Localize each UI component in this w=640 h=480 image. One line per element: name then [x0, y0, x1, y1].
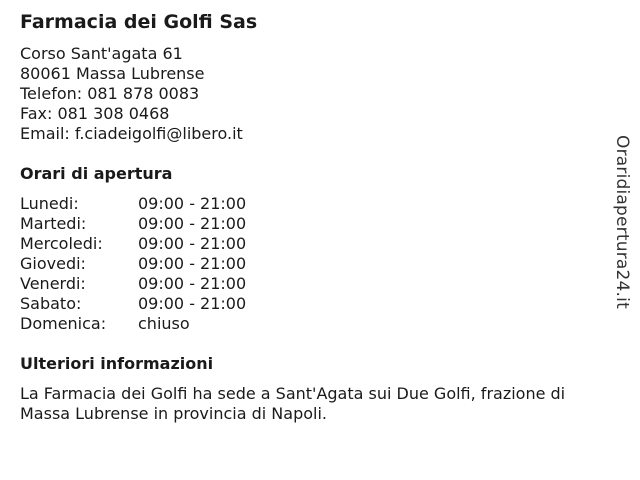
day-time: 09:00 - 21:00 [138, 294, 247, 313]
hours-row-monday [20, 194, 590, 214]
day-time: 09:00 - 21:00 [138, 214, 247, 233]
day-time: 09:00 - 21:00 [138, 194, 247, 213]
more-info-heading: Ulteriori informazioni [20, 354, 214, 373]
email-address[interactable]: Email: f.ciadeigolfi@libero.it [20, 124, 243, 143]
hours-row-saturday [20, 294, 590, 314]
day-label: Giovedi: [20, 254, 86, 273]
day-time: 09:00 - 21:00 [138, 234, 247, 253]
opening-hours-table [20, 194, 590, 334]
day-label: Sabato: [20, 294, 82, 313]
hours-row-wednesday [20, 234, 590, 254]
pharmacy-card [20, 11, 590, 424]
day-label: Lunedi: [20, 194, 79, 213]
day-label: Venerdi: [20, 274, 86, 293]
contact-block [20, 44, 590, 144]
hours-row-friday [20, 274, 590, 294]
address-city: 80061 Massa Lubrense [20, 64, 205, 83]
pharmacy-name: Farmacia dei Golfi Sas [20, 11, 258, 33]
day-time: 09:00 - 21:00 [138, 274, 247, 293]
more-info-text: La Farmacia dei Golfi ha sede a Sant'Agata sui Due Golfi, frazione di Massa Lubrense in provincia di Napoli. [20, 384, 566, 423]
day-label: Martedi: [20, 214, 87, 233]
opening-hours-heading: Orari di apertura [20, 164, 173, 183]
day-label: Domenica: [20, 314, 107, 333]
hours-row-thursday [20, 254, 590, 274]
day-time: chiuso [138, 314, 190, 333]
fax-number: Fax: 081 308 0468 [20, 104, 170, 123]
day-label: Mercoledi: [20, 234, 103, 253]
hours-row-sunday [20, 314, 590, 334]
address-street: Corso Sant'agata 61 [20, 44, 183, 63]
site-brand: Oraridiapertura24.it [612, 135, 632, 309]
phone-number[interactable]: Telefon: 081 878 0083 [20, 84, 200, 103]
day-time: 09:00 - 21:00 [138, 254, 247, 273]
hours-row-tuesday [20, 214, 590, 234]
